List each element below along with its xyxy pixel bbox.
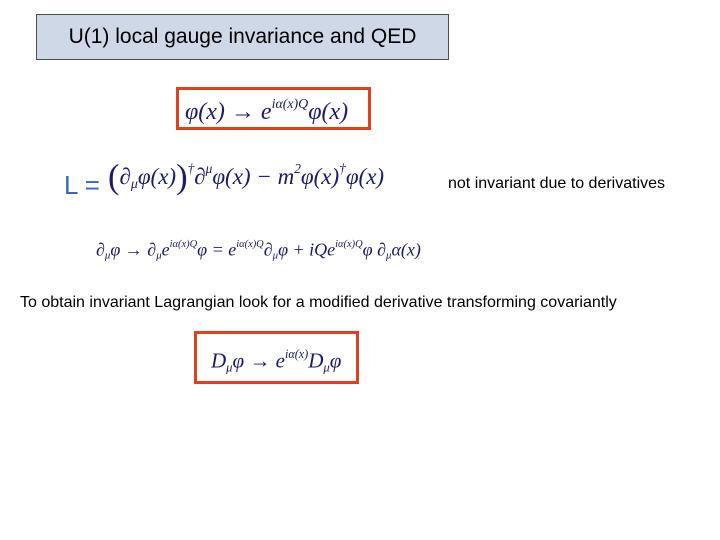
phi-transform-equation: $\varphi(x) \to e^{i\alpha(x)Q}\varphi(x)$ <box>176 87 371 130</box>
lagrangian-symbol: L = <box>64 170 100 200</box>
derivative-transform-equation: $\partial_\mu\varphi \to \partial_\mu e^{i\alpha(x)Q}\varphi = e^{i\alpha(x)Q}\partial_\mu\varphi + iQe^{i\alpha(x)Q}\varphi$ $\partial_\mu\alpha(x)$ <box>96 239 421 262</box>
invariance-note: not invariant due to derivatives <box>448 175 666 192</box>
lagrangian-equation: $(\partial_\mu\varphi(x))^\dagger\partial^\mu\varphi(x) - m^2\varphi(x)^\dagger\varphi(x)$ <box>108 158 385 196</box>
covariant-derivative-statement: To obtain invariant Lagrangian look for a modified derivative transforming covariantly <box>20 294 617 311</box>
covariant-derivative-equation: $D_\mu\varphi \to e^{i\alpha(x)}D_\mu\varphi$ <box>194 331 359 384</box>
slide-title: U(1) local gauge invariance and QED <box>68 25 417 48</box>
slide-title-box <box>36 14 449 60</box>
